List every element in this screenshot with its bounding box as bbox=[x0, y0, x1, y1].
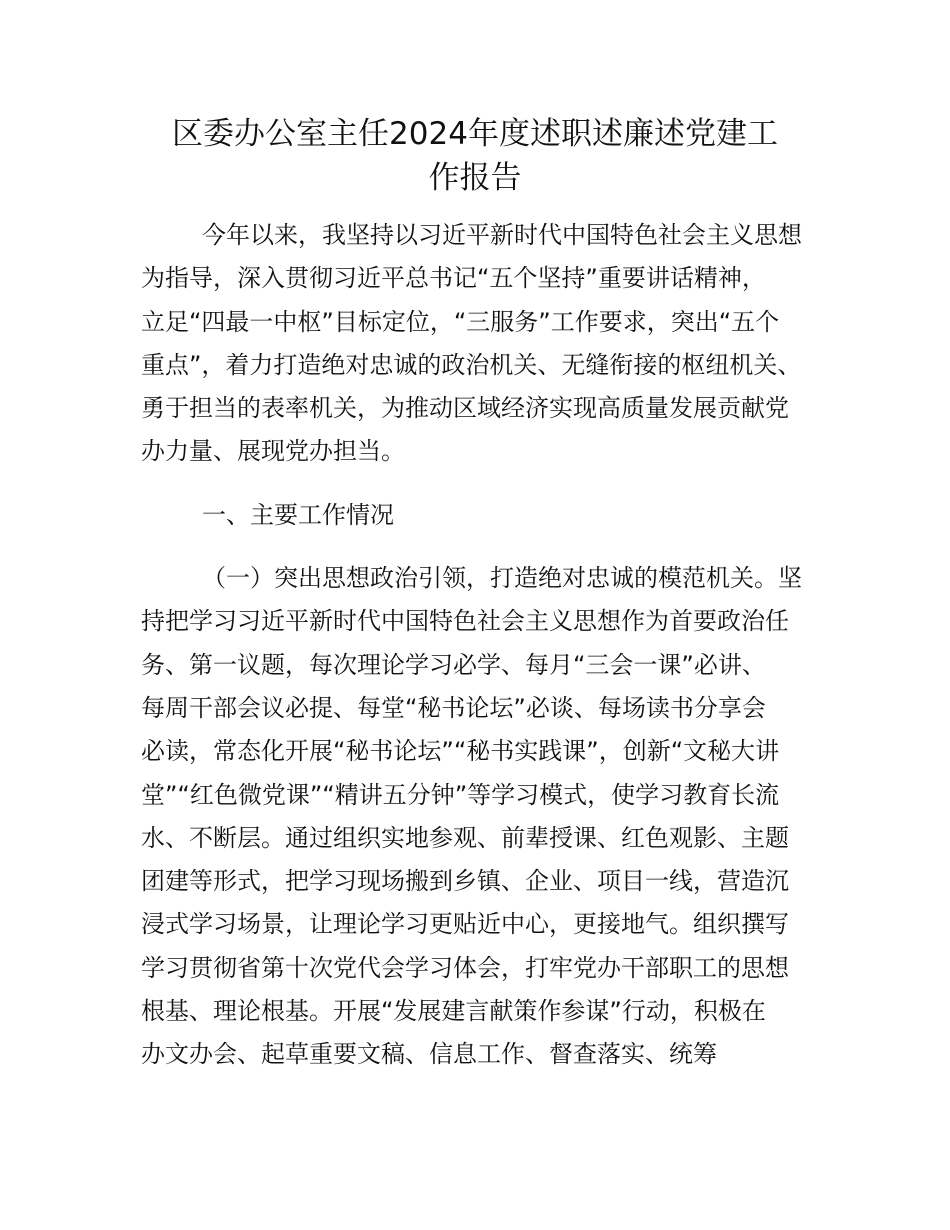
document-title bbox=[140, 112, 810, 200]
text-line: 务、第一议题，每次理论学习必学、每月“三会一课”必讲、 bbox=[141, 650, 766, 679]
text-line: 办力量、展现党办担当。 bbox=[141, 437, 405, 466]
text-line: 今年以来，我坚持以习近平新时代中国特色社会主义思想 bbox=[141, 221, 803, 249]
text-line: 水、不断层。通过组织实地参观、前辈授课、红色观影、主题 bbox=[141, 823, 789, 852]
text-line: 勇于担当的表率机关，为推动区域经济实现高质量发展贡献党 bbox=[141, 394, 789, 423]
section-heading bbox=[141, 494, 817, 537]
document-body bbox=[141, 214, 817, 1077]
section-1-paragraph bbox=[141, 557, 817, 1077]
text-line: 持把学习习近平新时代中国特色社会主义思想作为首要政治任 bbox=[141, 607, 789, 636]
text-line: 每周干部会议必提、每堂“秘书论坛”必谈、每场读书分享会 bbox=[141, 693, 766, 722]
text-line: 浸式学习场景，让理论学习更贴近中心，更接地气。组织撰写 bbox=[141, 910, 789, 939]
text-line: 重点”，着力打造绝对忠诚的政治机关、无缝衔接的枢纽机关、 bbox=[141, 350, 802, 379]
text-line: 为指导，深入贯彻习近平总书记“五个坚持”重要讲话精神， bbox=[141, 264, 766, 293]
section-heading-text: 一、主要工作情况 bbox=[141, 500, 395, 529]
text-line: 团建等形式，把学习现场搬到乡镇、企业、项目一线，营造沉 bbox=[141, 867, 789, 896]
text-line: （一）突出思想政治引领，打造绝对忠诚的模范机关。坚 bbox=[141, 564, 803, 593]
text-line: 必读，常态化开展“秘书论坛”“秘书实践课”，创新“文秘大讲 bbox=[141, 737, 780, 766]
text-line: 堂”“红色微党课”“精讲五分钟”等学习模式，使学习教育长流 bbox=[141, 780, 780, 809]
text-line: 根基、理论根基。开展“发展建言献策作参谋”行动，积极在 bbox=[141, 997, 766, 1026]
text-line: 立足“四最一中枢”目标定位，“三服务”工作要求，突出“五个 bbox=[141, 307, 780, 336]
text-line: 学习贯彻省第十次党代会学习体会，打牢党办干部职工的思想 bbox=[141, 953, 789, 982]
title-line-2: 作报告 bbox=[428, 160, 522, 196]
title-line-1: 区委办公室主任2024年度述职述廉述党建工 bbox=[172, 116, 778, 152]
text-line: 办文办会、起草重要文稿、信息工作、督查落实、统筹 bbox=[141, 1040, 717, 1069]
intro-paragraph bbox=[141, 214, 817, 474]
